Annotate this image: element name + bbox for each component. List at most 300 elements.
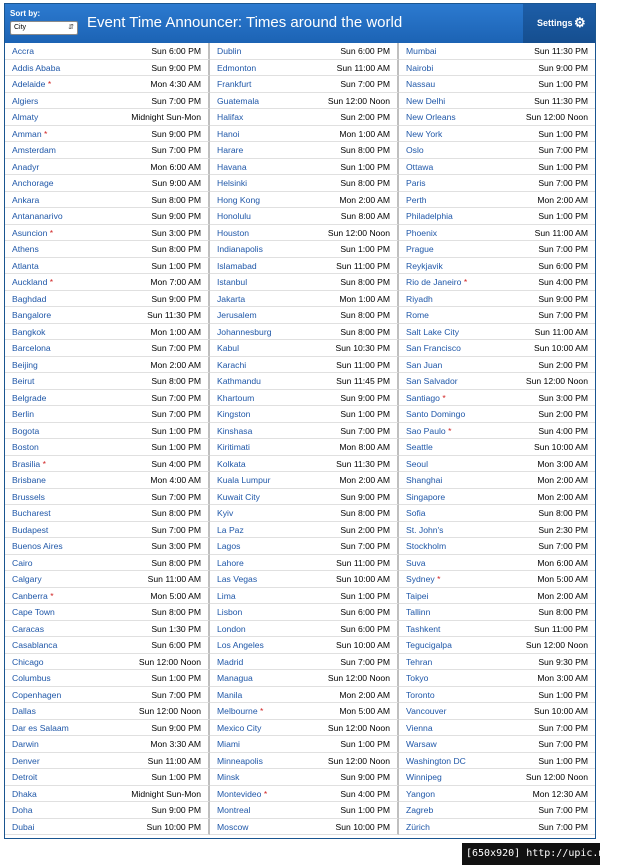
city-link[interactable] [12,162,39,172]
table-cell [210,720,399,737]
city-link[interactable] [12,96,38,106]
city-link[interactable] [217,690,242,700]
city-name: New Orleans [406,112,456,122]
local-time: Mon 5:00 AM [537,574,588,584]
select-arrows-icon: ⇵ [68,24,74,31]
city-link[interactable] [406,558,426,568]
city-link[interactable] [217,228,249,238]
city-link[interactable] [12,657,44,667]
city-link[interactable] [217,723,261,733]
city-name: New York [406,128,443,139]
table-cell [210,753,399,770]
city-link[interactable] [217,525,244,535]
city-link[interactable] [217,310,257,320]
city-link[interactable] [406,162,433,172]
table-cell [5,142,210,159]
table-cell [210,489,399,506]
table-cell [5,390,210,407]
table-cell [399,43,595,60]
city-name: Warsaw [406,739,437,749]
city-link[interactable] [217,261,257,271]
city-link[interactable] [406,261,443,271]
city-name: St. John's [406,524,444,535]
city-link[interactable] [406,393,446,403]
table-row [5,621,595,638]
local-time: Sun 9:00 PM [151,128,201,139]
table-cell [399,192,595,209]
city-link[interactable] [217,162,247,172]
city-name: Washington DC [406,755,466,766]
city-link[interactable] [406,459,428,469]
table-cell [210,208,399,225]
city-name: Houston [217,227,250,238]
city-link[interactable] [406,607,430,617]
city-link[interactable] [12,756,40,766]
city-link[interactable] [217,541,240,551]
dst-marker: * [442,392,446,403]
city-link[interactable] [12,244,39,254]
city-link[interactable] [406,475,442,485]
city-name: Cape Town [12,607,55,617]
city-link[interactable] [12,112,38,122]
city-link[interactable] [217,558,244,568]
city-link[interactable] [217,805,250,815]
local-time: Mon 2:00 AM [150,359,201,370]
local-time: Sun 12:00 Noon [525,772,588,782]
table-row [5,109,595,126]
table-cell [210,786,399,803]
city-name: Kolkata [217,458,246,469]
city-link[interactable] [12,690,61,700]
table-row [5,60,595,77]
city-link[interactable] [12,376,34,386]
city-link[interactable] [12,772,37,782]
city-name: Kabul [217,343,239,353]
table-cell [399,291,595,308]
local-time: Sun 9:00 PM [340,772,390,782]
city-link[interactable] [406,426,451,436]
city-link[interactable] [12,228,53,238]
city-name: Johannesburg [217,326,272,337]
city-link[interactable] [406,591,428,601]
local-time: Sun 10:00 AM [534,706,588,716]
city-link[interactable] [217,393,254,403]
city-link[interactable] [217,789,267,799]
city-link[interactable] [217,574,257,584]
city-name: Seattle [406,442,433,452]
city-link[interactable] [406,492,445,502]
city-link[interactable] [12,277,53,287]
city-link[interactable] [217,294,245,304]
local-time: Sun 10:00 AM [534,442,588,452]
table-cell [210,406,399,423]
table-cell [5,621,210,638]
city-link[interactable] [12,426,39,436]
city-link[interactable] [406,673,428,683]
city-name: Belgrade [12,392,47,403]
city-link[interactable] [406,46,437,56]
city-link[interactable] [12,541,63,551]
local-time: Sun 7:00 PM [151,409,201,419]
table-row [5,192,595,209]
table-cell [210,670,399,687]
local-time: Sun 6:00 PM [340,607,390,617]
city-link[interactable] [406,756,466,766]
city-link[interactable] [12,822,34,832]
city-link[interactable] [406,541,446,551]
local-time: Sun 2:00 PM [340,524,390,535]
local-time: Sun 1:00 PM [151,425,201,436]
local-time: Sun 10:00 AM [336,640,390,650]
city-link[interactable] [406,63,433,73]
city-link[interactable] [12,607,55,617]
city-link[interactable] [217,657,243,667]
city-name: Kuwait City [217,491,260,502]
city-link[interactable] [217,475,271,485]
local-time: Sun 9:00 PM [151,722,201,733]
table-cell [5,604,210,621]
local-time: Sun 9:00 PM [538,62,588,73]
city-link[interactable] [406,690,435,700]
local-time: Sun 7:00 PM [151,145,201,155]
table-row [5,456,595,473]
table-row [5,489,595,506]
city-name: Manila [217,689,243,700]
city-link[interactable] [406,376,458,386]
city-link[interactable] [406,574,440,584]
city-name: Lahore [217,557,244,568]
city-link[interactable] [217,739,240,749]
city-link[interactable] [217,63,256,73]
city-link[interactable] [12,673,51,683]
city-link[interactable] [217,624,246,634]
city-link[interactable] [406,96,445,106]
table-cell [399,159,595,176]
local-time: Sun 7:00 PM [538,821,588,832]
city-link[interactable] [12,63,60,73]
city-name: Edmonton [217,62,257,73]
city-link[interactable] [406,739,437,749]
city-link[interactable] [12,475,46,485]
table-cell [210,571,399,588]
table-cell [399,126,595,143]
city-link[interactable] [12,261,39,271]
local-time: Sun 12:00 Noon [525,376,588,386]
city-link[interactable] [406,310,429,320]
city-link[interactable] [12,739,39,749]
city-link[interactable] [406,789,435,799]
city-link[interactable] [406,772,442,782]
table-cell [5,489,210,506]
city-link[interactable] [12,178,54,188]
table-row [5,373,595,390]
city-name: Buenos Aires [12,541,63,551]
table-row [5,555,595,572]
city-link[interactable] [217,96,259,106]
city-link[interactable] [12,640,57,650]
table-cell [399,225,595,242]
table-cell [399,522,595,539]
city-link[interactable] [406,360,442,370]
city-link[interactable] [217,426,252,436]
city-link[interactable] [217,244,263,254]
city-name: Auckland [12,277,48,287]
table-row [5,670,595,687]
city-link[interactable] [217,409,250,419]
city-name: Philadelphia [406,211,453,221]
table-cell [210,324,399,341]
city-name: Addis Ababa [12,62,61,73]
local-time: Sun 12:00 Noon [327,722,390,733]
city-link[interactable] [406,228,437,238]
local-time: Sun 8:00 PM [340,310,390,320]
table-row [5,142,595,159]
city-link[interactable] [406,640,452,650]
table-cell [399,819,595,836]
city-link[interactable] [217,640,264,650]
table-cell [210,93,399,110]
city-link[interactable] [217,129,239,139]
local-time: Sun 8:00 PM [151,244,201,254]
city-link[interactable] [406,525,443,535]
city-name: Asuncion [12,227,48,238]
city-name: Antananarivo [12,211,63,221]
city-link[interactable] [217,673,253,683]
city-link[interactable] [406,706,446,716]
table-cell [399,175,595,192]
table-cell [399,472,595,489]
city-link[interactable] [12,195,39,205]
local-time: Sun 9:00 PM [538,293,588,304]
city-link[interactable] [406,723,433,733]
city-link[interactable] [217,442,250,452]
city-name: Oslo [406,145,424,155]
table-cell [5,802,210,819]
city-name: Riyadh [406,293,433,304]
city-link[interactable] [406,822,430,832]
table-cell [210,390,399,407]
city-name: Miami [217,739,240,749]
local-time: Sun 11:30 PM [147,310,201,320]
city-link[interactable] [12,591,54,601]
table-cell [5,753,210,770]
city-link[interactable] [12,508,51,518]
city-name: Harare [217,145,244,155]
city-link[interactable] [217,112,243,122]
city-link[interactable] [406,211,453,221]
local-time: Sun 8:00 PM [151,607,201,617]
city-name: Dubai [12,821,35,832]
city-name: Kingston [217,409,251,419]
table-cell [399,439,595,456]
table-row [5,258,595,275]
city-link[interactable] [12,409,34,419]
local-time: Sun 1:00 PM [340,590,390,601]
table-cell [399,769,595,786]
city-link[interactable] [406,277,467,287]
city-name: Ottawa [406,161,434,172]
city-link[interactable] [406,343,461,353]
gear-icon: ⚙ [574,15,586,30]
local-time: Sun 6:00 PM [340,46,390,56]
city-link[interactable] [406,129,442,139]
table-cell [5,439,210,456]
table-row [5,241,595,258]
city-name: Stockholm [406,541,447,551]
city-link[interactable] [406,805,433,815]
city-link[interactable] [217,145,243,155]
city-name: Lisbon [217,607,243,617]
table-row [5,43,595,60]
local-time: Sun 6:00 PM [538,260,588,271]
local-time: Sun 7:00 PM [151,491,201,502]
city-link[interactable] [217,178,247,188]
city-link[interactable] [406,409,465,419]
city-link[interactable] [406,294,433,304]
city-link[interactable] [217,756,263,766]
local-time: Sun 10:00 PM [146,821,201,832]
local-time: Sun 11:30 PM [336,458,390,469]
table-cell [399,357,595,374]
table-cell [210,604,399,621]
city-name: Nassau [406,79,436,89]
city-link[interactable] [12,558,33,568]
city-link[interactable] [406,327,459,337]
table-row [5,76,595,93]
city-link[interactable] [217,195,260,205]
city-link[interactable] [406,508,426,518]
city-link[interactable] [217,459,246,469]
city-link[interactable] [406,195,427,205]
table-cell [399,736,595,753]
city-link[interactable] [217,46,241,56]
local-time: Sun 11:30 PM [534,95,588,106]
city-link[interactable] [217,492,260,502]
local-time: Mon 4:30 AM [150,79,201,89]
sort-control [10,9,80,38]
local-time: Mon 1:00 AM [339,293,390,304]
city-link[interactable] [12,805,33,815]
city-link[interactable] [12,525,48,535]
city-link[interactable] [406,178,426,188]
city-link[interactable] [12,79,51,89]
city-link[interactable] [406,657,432,667]
city-link[interactable] [12,459,46,469]
table-cell [399,60,595,77]
city-link[interactable] [217,79,251,89]
city-link[interactable] [217,211,251,221]
local-time: Sun 9:00 PM [151,62,201,73]
table-cell [210,225,399,242]
table-cell [210,258,399,275]
local-time: Mon 6:00 AM [150,161,201,172]
table-cell [399,406,595,423]
table-row [5,687,595,704]
city-link[interactable] [12,327,45,337]
city-link[interactable] [12,310,51,320]
local-time: Sun 1:00 PM [340,409,390,419]
city-link[interactable] [12,624,44,634]
city-name: Beirut [12,376,35,386]
local-time: Sun 11:00 PM [336,359,390,370]
local-time: Sun 1:00 PM [340,161,390,172]
local-time: Sun 1:30 PM [151,623,201,634]
local-time: Sun 1:00 PM [340,244,390,254]
city-link[interactable] [12,706,36,716]
local-time: Sun 10:00 AM [336,574,390,584]
city-name: Dallas [12,706,36,716]
city-link[interactable] [217,607,242,617]
city-link[interactable] [406,145,424,155]
city-link[interactable] [217,327,271,337]
city-link[interactable] [12,360,38,370]
table-row [5,505,595,522]
city-link[interactable] [217,706,263,716]
city-link[interactable] [12,393,46,403]
city-name: Atlanta [12,260,39,271]
local-time: Mon 7:00 AM [150,277,201,287]
city-link[interactable] [12,294,46,304]
city-link[interactable] [12,145,56,155]
local-time: Sun 8:00 PM [340,178,390,188]
city-link[interactable] [217,772,239,782]
city-link[interactable] [217,277,247,287]
local-time: Sun 7:00 PM [538,541,588,551]
city-link[interactable] [12,343,51,353]
city-link[interactable] [12,789,37,799]
city-link[interactable] [217,360,246,370]
city-link[interactable] [12,723,69,733]
city-link[interactable] [12,211,63,221]
city-link[interactable] [406,624,440,634]
city-name: Montreal [217,805,251,815]
table-row [5,439,595,456]
watermark-label: [650x920] http://upic.me/ [462,843,600,865]
city-link[interactable] [12,46,34,56]
city-link[interactable] [217,376,261,386]
settings-button[interactable] [523,4,595,43]
table-row [5,307,595,324]
local-time: Sun 8:00 PM [538,607,588,617]
local-time: Mon 2:00 AM [339,194,390,205]
city-link[interactable] [12,492,45,502]
city-name: Tokyo [406,673,429,683]
table-cell [399,786,595,803]
local-time: Mon 1:00 AM [339,128,390,139]
table-cell [399,324,595,341]
city-link[interactable] [217,591,236,601]
city-name: Darwin [12,739,39,749]
city-link[interactable] [406,112,456,122]
city-link[interactable] [406,244,434,254]
sort-select[interactable] [10,21,78,35]
table-cell [5,340,210,357]
city-name: Toronto [406,689,435,700]
city-link[interactable] [406,79,435,89]
table-cell [5,703,210,720]
table-cell [399,423,595,440]
city-link[interactable] [406,442,433,452]
city-link[interactable] [12,574,42,584]
table-cell [210,126,399,143]
city-name: Zürich [406,821,430,832]
city-name: Amman [12,128,42,139]
city-link[interactable] [217,822,249,832]
city-link[interactable] [217,343,239,353]
city-link[interactable] [12,129,47,139]
city-link[interactable] [217,508,233,518]
city-link[interactable] [12,442,39,452]
